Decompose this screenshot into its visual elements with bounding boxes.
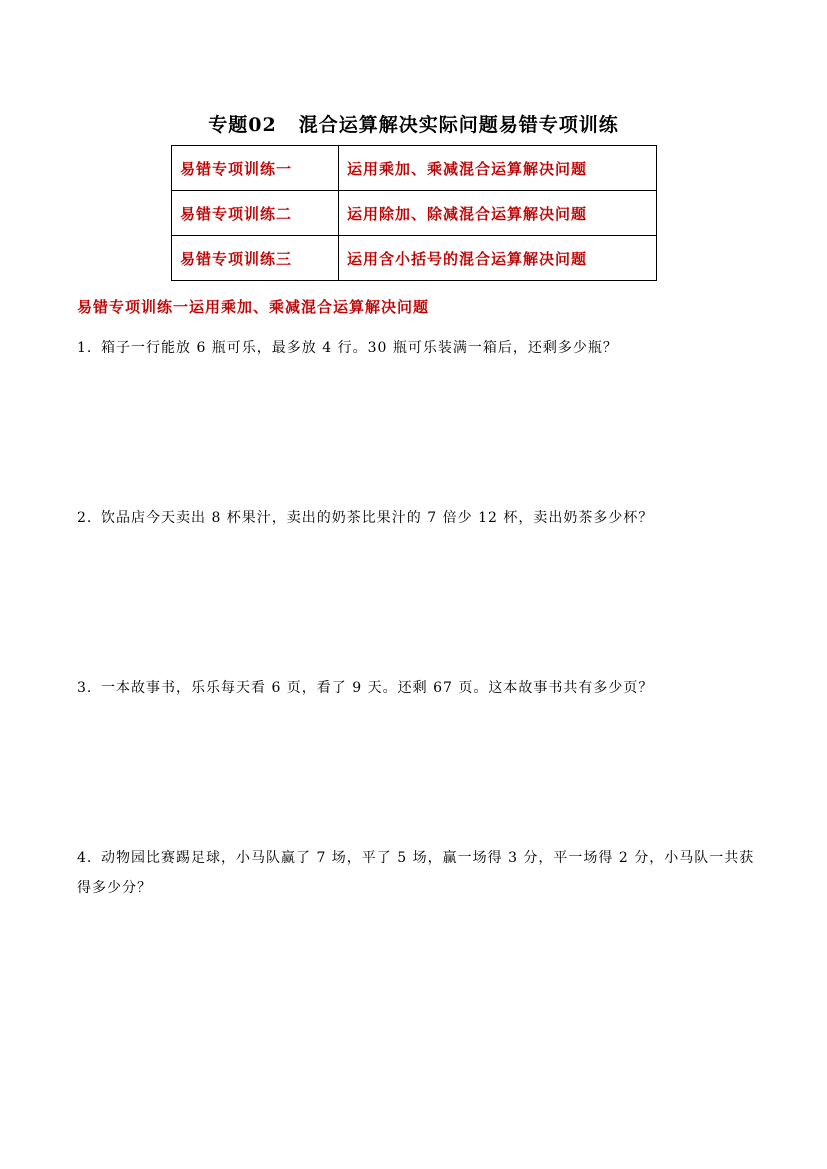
topic-label: 易错专项训练三 <box>172 236 339 281</box>
title-number: 专题02 <box>208 114 277 136</box>
topic-row <box>172 146 657 191</box>
topic-label: 易错专项训练二 <box>172 191 339 236</box>
topic-row <box>172 236 657 281</box>
question-2 <box>77 503 757 533</box>
topic-label: 易错专项训练一 <box>172 146 339 191</box>
question-text: 饮品店今天卖出 8 杯果汁，卖出的奶茶比果汁的 7 倍少 12 杯，卖出奶茶多少杯？ <box>101 510 654 526</box>
question-text: 动物园比赛踢足球，小马队赢了 7 场，平了 5 场，赢一场得 3 分，平一场得 2 分，小马队一共获得多少分？ <box>77 850 755 896</box>
topic-table <box>171 145 657 281</box>
question-number: 1. <box>77 340 93 356</box>
question-text: 箱子一行能放 6 瓶可乐，最多放 4 行。30 瓶可乐装满一箱后，还剩多少瓶？ <box>101 340 618 356</box>
question-text: 一本故事书，乐乐每天看 6 页，看了 9 天。还剩 67 页。这本故事书共有多少页？ <box>101 680 654 696</box>
topic-description: 运用除加、除减混合运算解决问题 <box>339 191 657 236</box>
topic-description: 运用含小括号的混合运算解决问题 <box>339 236 657 281</box>
topic-description: 运用乘加、乘减混合运算解决问题 <box>339 146 657 191</box>
question-number: 3. <box>77 680 93 696</box>
question-number: 4. <box>77 850 93 866</box>
question-number: 2. <box>77 510 93 526</box>
question-3 <box>77 673 757 703</box>
question-1 <box>77 333 757 363</box>
topic-row <box>172 191 657 236</box>
question-4 <box>77 843 757 903</box>
section-heading: 易错专项训练一运用乘加、乘减混合运算解决问题 <box>77 298 430 316</box>
title-text: 混合运算解决实际问题易错专项训练 <box>298 114 619 136</box>
page-title <box>0 111 827 139</box>
